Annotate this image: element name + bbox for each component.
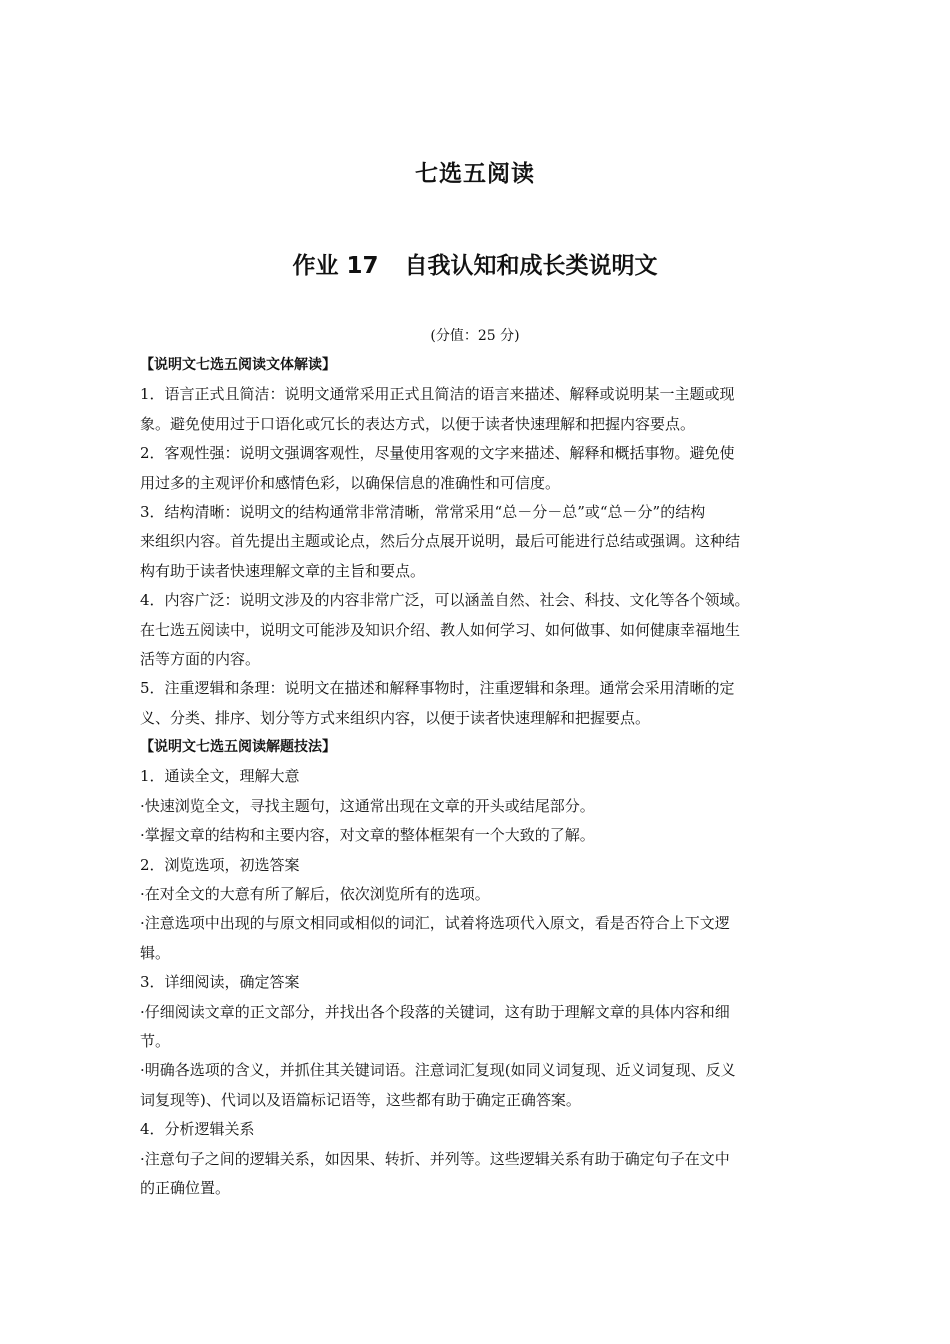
text-line: 5．注重逻辑和条理：说明文在描述和解释事物时，注重逻辑和条理。通常会采用清晰的定 [140, 679, 735, 698]
section-heading: 【说明文七选五阅读文体解读】 [140, 357, 336, 373]
text-line: 4．分析逻辑关系 [140, 1120, 255, 1139]
text-line: ·明确各选项的含义，并抓住其关键词语。注意词汇复现(如同义词复现、近义词复现、反义 [140, 1061, 736, 1080]
text-line: 2．浏览选项，初选答案 [140, 855, 300, 874]
text-line: ·掌握文章的结构和主要内容，对文章的整体框架有一个大致的了解。 [140, 826, 595, 845]
text-line: 义、分类、排序、划分等方式来组织内容，以便于读者快速理解和把握要点。 [140, 708, 651, 727]
text-line: 的正确位置。 [140, 1178, 231, 1197]
text-line: 来组织内容。首先提出主题或论点，然后分点展开说明，最后可能进行总结或强调。这种结 [140, 532, 741, 551]
text-line: 3．详细阅读，确定答案 [140, 973, 300, 992]
text-line: 词复现等)、代词以及语篇标记语等，这些都有助于确定正确答案。 [140, 1090, 581, 1109]
text-line: 用过多的主观评价和感情色彩，以确保信息的准确性和可信度。 [140, 473, 561, 492]
assignment-label: 作业 17 [292, 253, 379, 279]
score-note: (分值：25 分) [430, 328, 520, 344]
text-line: 在七选五阅读中，说明文可能涉及知识介绍、教人如何学习、如何做事、如何健康幸福地生 [140, 620, 741, 639]
text-line: ·快速浏览全文，寻找主题句，这通常出现在文章的开头或结尾部分。 [140, 796, 595, 815]
text-line: ·注意句子之间的逻辑关系，如因果、转折、并列等。这些逻辑关系有助于确定句子在文中 [140, 1149, 730, 1168]
text-line: 4．内容广泛：说明文涉及的内容非常广泛，可以涵盖自然、社会、科技、文化等各个领域。 [140, 591, 750, 610]
text-line: 象。避免使用过于口语化或冗长的表达方式，以便于读者快速理解和把握内容要点。 [140, 414, 696, 433]
text-line: 辑。 [140, 943, 171, 962]
text-line: 1．通读全文，理解大意 [140, 767, 300, 786]
document-body [140, 351, 830, 1203]
assignment-heading [0, 247, 950, 280]
text-line: 活等方面的内容。 [140, 649, 261, 668]
assignment-topic: 自我认知和成长类说明文 [404, 253, 658, 279]
page-title: 七选五阅读 [415, 161, 535, 187]
text-line: 2．客观性强：说明文强调客观性，尽量使用客观的文字来描述、解释和概括事物。避免使 [140, 444, 735, 463]
text-line: ·在对全文的大意有所了解后，依次浏览所有的选项。 [140, 885, 490, 904]
text-line: 构有助于读者快速理解文章的主旨和要点。 [140, 561, 426, 580]
section-heading: 【说明文七选五阅读解题技法】 [140, 739, 336, 756]
text-line: ·仔细阅读文章的正文部分，并找出各个段落的关键词，这有助于理解文章的具体内容和细 [140, 1002, 730, 1021]
text-line: ·注意选项中出现的与原文相同或相似的词汇，试着将选项代入原文，看是否符合上下文逻 [140, 914, 730, 933]
text-line: 节。 [140, 1031, 171, 1050]
text-line: 3．结构清晰：说明文的结构通常非常清晰，常常采用“总－分－总”或“总－分”的结构 [140, 502, 706, 521]
text-line: 1．语言正式且简洁：说明文通常采用正式且简洁的语言来描述、解释或说明某一主题或现 [140, 385, 735, 404]
